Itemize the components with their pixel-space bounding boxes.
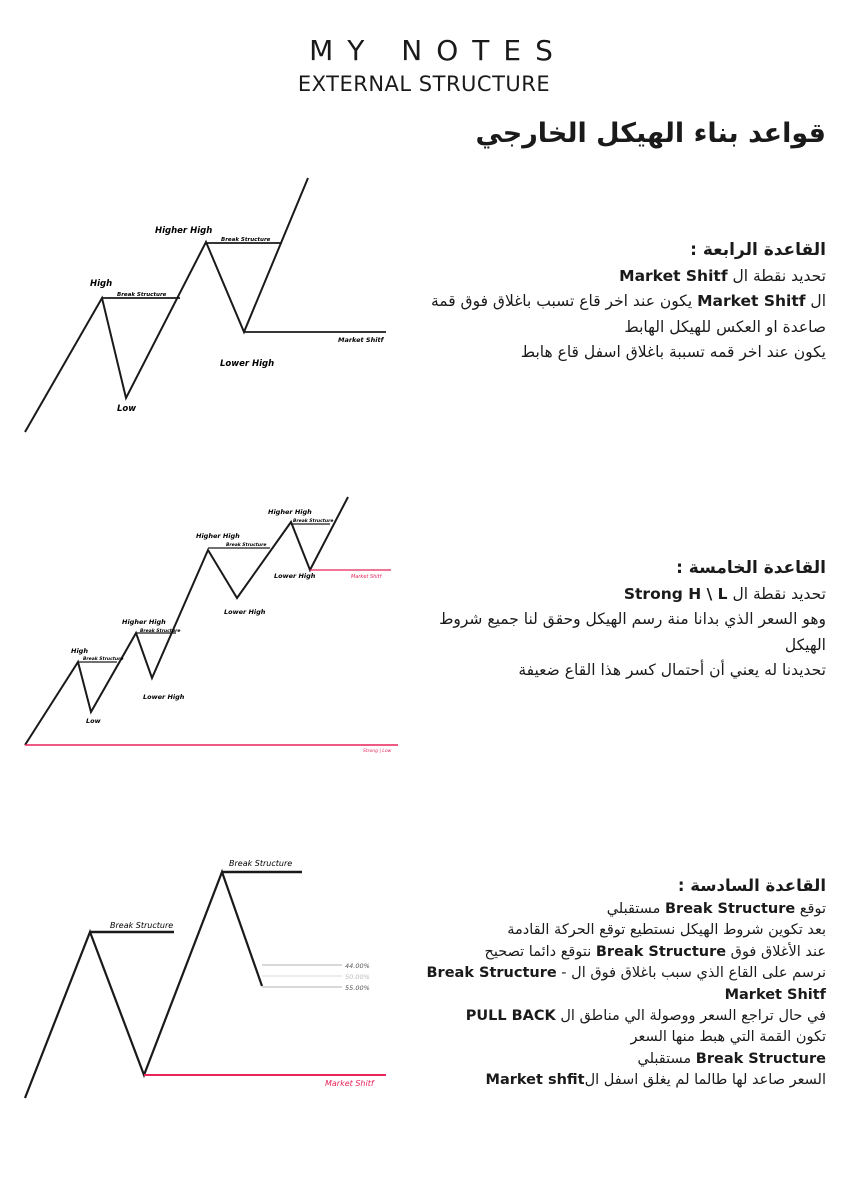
rule6-label-market-shift: Market Shitf: [325, 1079, 374, 1088]
rule6-line: تكون القمة التي هبط منها السعر: [630, 1029, 826, 1046]
rule6-line: نرسم على القاع الذي سبب باغلاق فوق ال - Break Structure: [426, 965, 826, 982]
rule4-line: تحديد نقطة ال Market Shitf: [619, 266, 826, 285]
rule5-label-break-structure: Break Structure: [226, 543, 267, 548]
rule6-fib-label-55: 55.00%: [345, 984, 370, 992]
rule6-line: توقع Break Structure مستقبلي: [606, 901, 826, 917]
rule6-line: في حال تراجع السعر ووصولة الي مناطق ال PULL BACK: [465, 1008, 826, 1025]
rule5-line: تحديدنا له يعني أن أحتمال كسر هذا القاع ضعيفة: [518, 661, 826, 679]
notes-subtitle: EXTERNAL STRUCTURE: [297, 72, 551, 96]
rule4-title: القاعدة الرابعة :: [690, 240, 826, 260]
rule4-label-low: Low: [117, 404, 137, 414]
notes-title: MY NOTES: [309, 34, 567, 67]
rule6-label-break-structure: Break Structure: [229, 859, 293, 868]
rule6-line: السعر صاعد لها طالما لم يغلق اسفل الMarket shfit: [485, 1072, 826, 1089]
rule5-label-break-structure: Break Structure: [140, 629, 181, 634]
rule4-diagram: [25, 178, 386, 432]
rule5-label-strong-low: Strong | Low: [363, 749, 392, 754]
rule5-label-lower-high: Lower High: [274, 572, 316, 580]
rule4-line: ال Market Shitf يكون عند اخر قاع تسبب باغلاق فوق قمة صاعدة او العكس للهيكل الهابط: [430, 292, 826, 336]
rule5-line: وهو السعر الذي بدانا منة رسم الهيكل وحقق لنا جميع شروط الهيكل: [439, 610, 826, 654]
rule5-line: تحديد نقطة ال Strong H \ L: [623, 584, 826, 603]
rule5-title: القاعدة الخامسة :: [676, 558, 826, 578]
rule6-diagram: [25, 859, 386, 1098]
rule5-label-higher-high: Higher High: [122, 618, 166, 626]
rule4-label-lower-high: Lower High: [220, 359, 275, 369]
page-heading: قواعد بناء الهيكل الخارجي: [475, 118, 826, 149]
rule5-label-low: Low: [86, 717, 101, 725]
rule5-label-market-shift: Market Shitf: [351, 574, 382, 580]
rule4-label-market-shift: Market Shitf: [338, 336, 384, 344]
rule5-label-higher-high: Higher High: [268, 508, 312, 516]
rule4-price-path: [25, 178, 308, 432]
rule5-label-lower-high: Lower High: [224, 608, 266, 616]
rule5-label-break-structure: Break Structure: [293, 519, 334, 524]
rule6-price-path: [25, 872, 262, 1098]
rule6-label-break-structure: Break Structure: [110, 921, 174, 930]
rule5-price-path: [25, 497, 348, 745]
rule5-diagram: [25, 497, 398, 754]
rule4-line: يكون عند اخر قمه تسببة باغلاق اسفل قاع هابط: [520, 343, 826, 361]
rule6-line: Break Structure مستقبلي: [637, 1050, 826, 1067]
rule5-label-break-structure: Break Structure: [83, 657, 124, 662]
rule6-fib-label-44: 44.00%: [345, 962, 370, 970]
rule5-label-higher-high: Higher High: [196, 532, 240, 540]
rule4-label-break-structure: Break Structure: [117, 292, 167, 298]
rule5-label-lower-high: Lower High: [143, 693, 185, 701]
rule6-line: بعد تكوين شروط الهيكل نستطيع توقع الحركة القادمة: [507, 922, 826, 939]
rule6-line: Market Shitf: [724, 986, 826, 1003]
rule4-label-higher-high: Higher High: [155, 226, 213, 236]
rule4-label-break-structure: Break Structure: [221, 237, 271, 243]
rule6-line: عند الأغلاق فوق Break Structure نتوقع دائما تصحيح: [484, 943, 826, 960]
rule6-fib-label-50: 50.00%: [345, 973, 370, 981]
rule6-title: القاعدة السادسة :: [677, 876, 826, 895]
rule4-label-high: High: [90, 279, 113, 289]
rule5-label-high: High: [71, 647, 88, 655]
